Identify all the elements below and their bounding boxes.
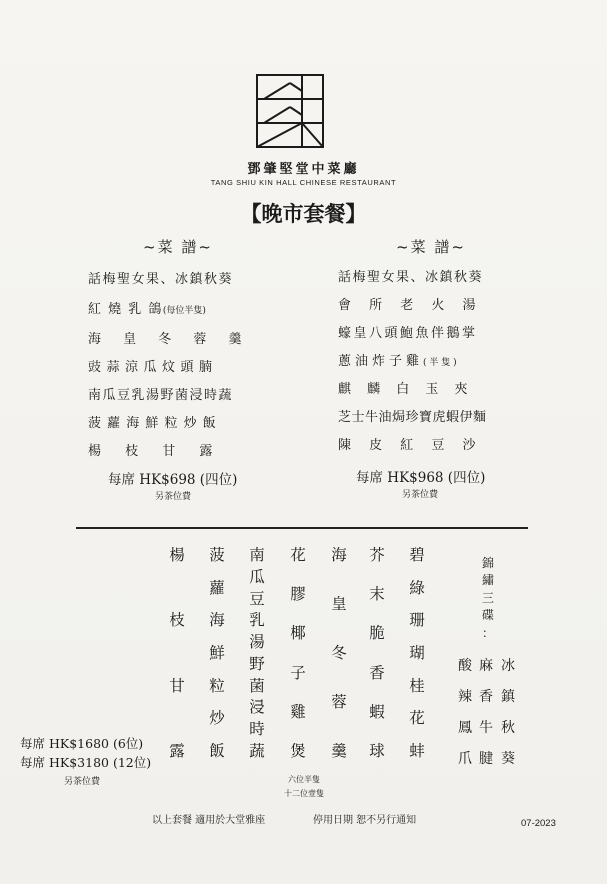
right-dish-5: 麒 麟 白 玉 夾 <box>338 382 474 397</box>
restaurant-logo-icon <box>256 74 324 148</box>
dish-note: ( 半 隻 ) <box>423 358 457 368</box>
restaurant-name-en: TANG SHIU KIN HALL CHINESE RESTAURANT <box>210 178 397 187</box>
banquet-dish-column: 海 皇 冬 蓉 羹 <box>331 546 347 760</box>
platter-item-column: 冰 鎮 秋 葵 <box>501 658 515 767</box>
footer-applicability: 以上套餐 適用於大堂雅座 <box>152 815 266 826</box>
left-dish-2: 紅 燒 乳 鴿(每位半隻) <box>88 302 206 317</box>
platter-item-column: 酸 辣 鳳 爪 <box>458 658 472 767</box>
left-price: 每席 HK$698 (四位) <box>108 472 238 488</box>
banquet-dish-column: 花 膠 椰 子 雞 煲 <box>290 546 306 760</box>
right-tea-fee: 另茶位費 <box>402 490 439 500</box>
right-dish-3: 蠔皇八頭鮑魚伴鵝掌 <box>338 326 478 341</box>
banquet-dish-column: 楊 枝 甘 露 <box>169 546 185 760</box>
left-dish-1: 話梅聖女果、冰鎮秋葵 <box>88 272 234 287</box>
banquet-dish-column: 芥 末 脆 香 蝦 球 <box>369 546 385 760</box>
page-title: 【晚市套餐】 <box>240 201 367 226</box>
banquet-tea-fee: 另茶位費 <box>64 777 101 787</box>
right-dish-4: 蔥油炸子雞( 半 隻 ) <box>338 354 457 369</box>
chicken-note-twelve: 十二位壹隻 <box>284 789 324 798</box>
right-price: 每席 HK$968 (四位) <box>356 470 486 486</box>
left-dish-7: 楊 枝 甘 露 <box>88 444 223 459</box>
banquet-price-6: 每席 HK$1680 (6位) <box>20 736 144 751</box>
restaurant-name-cn: 鄧肇堅堂中菜廳 <box>247 162 360 177</box>
footer-code: 07-2023 <box>521 818 556 829</box>
right-dish-6: 芝士牛油焗珍寶虎蝦伊麵 <box>338 410 487 425</box>
platter-title: 錦 繡 三 碟 ： <box>481 556 494 640</box>
left-dish-6: 菠 蘿 海 鮮 粒 炒 飯 <box>88 416 217 431</box>
right-menu-heading: ~菜 譜~ <box>396 238 466 256</box>
footer-notice: 停用日期 恕不另行通知 <box>313 815 417 826</box>
banquet-dish-column: 碧 綠 珊 瑚 桂 花 蚌 <box>409 546 425 760</box>
left-dish-5: 南瓜豆乳湯野菌浸時蔬 <box>88 388 234 403</box>
banquet-dish-column: 菠 蘿 海 鮮 粒 炒 飯 <box>209 546 225 760</box>
left-menu-heading: ~菜 譜~ <box>143 238 213 256</box>
banquet-price-12: 每席 HK$3180 (12位) <box>20 755 152 770</box>
platter-item-column: 麻 香 牛 腱 <box>479 658 493 767</box>
right-dish-2: 會 所 老 火 湯 <box>338 298 483 313</box>
banquet-dish-column: 南 瓜 豆 乳 湯 野 菌 浸 時 蔬 <box>249 546 265 760</box>
left-dish-3: 海 皇 冬 蓉 羹 <box>88 332 251 347</box>
section-divider <box>76 527 528 529</box>
left-dish-4: 豉蒜涼瓜炆頭腩 <box>88 360 218 375</box>
left-tea-fee: 另茶位費 <box>155 492 192 502</box>
right-dish-7: 陳 皮 紅 豆 沙 <box>338 438 483 453</box>
chicken-note-six: 六位半隻 <box>288 775 320 784</box>
dish-note: (每位半隻) <box>162 306 206 316</box>
right-dish-1: 話梅聖女果、冰鎮秋葵 <box>338 270 484 285</box>
